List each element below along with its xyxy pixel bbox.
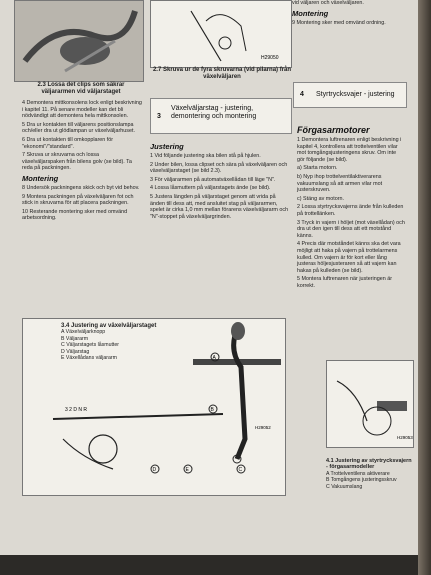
mid-step-4: 4 Lossa låsmuttern på väljarstagets ände (se bild). (150, 185, 271, 192)
heading-justering: Justering (150, 142, 184, 151)
figure-3-4-drawing (23, 319, 285, 495)
mid-step-2: 2 Under bilen, lossa clipset och sära på växelväljaren och växelväljarstaget (se bild 2.3). (150, 161, 288, 175)
mid-step-3: 3 För väljararmen på automatväxellådan till läge "N". (150, 176, 276, 183)
section-4-title: Styrtrycksvajer - justering (316, 91, 395, 98)
figure-2-7-drawing (151, 1, 291, 67)
figure-4-1-code: H29053 (397, 435, 413, 440)
right-b: b) Nyp ihop trottelventilaktiverarens vakuumslang så att armen vilar mot justerskruven. (297, 173, 383, 194)
right-column (297, 124, 405, 291)
right-step-5: 5 Montera luftrenaren när justeringen är korrekt. (297, 276, 392, 289)
callout-c: C (238, 467, 243, 473)
text-right-top: vid väljaren och växelväljaren. (292, 0, 364, 6)
left-step-8: 8 Undersök packningens skick och byt vid behov. (22, 184, 140, 191)
right-step-3: 3 Tryck in vajern i höljet (mot växellådan) och dra ut den igen till dess att ett motstånd känns. (297, 219, 405, 239)
text-step-9-right: 9 Montering sker med omvänd ordning. (292, 19, 386, 26)
section-3-header (150, 98, 292, 134)
section-3-number: 3 (157, 113, 161, 120)
figure-2-7-code: H29050 (261, 55, 279, 61)
left-step-10: 10 Resterande montering sker med omvänd arbetsordning. (22, 208, 128, 222)
gear-positions: 3 2 D N R (65, 407, 87, 413)
section-4-number: 4 (300, 91, 304, 98)
middle-column (150, 140, 290, 222)
legend-b: B Väljararm (61, 335, 89, 342)
left-step-9: 9 Montera packningen på växelväljaren fot och stick in skruvarna för att placera packningen. (22, 193, 134, 207)
left-column (22, 100, 142, 224)
legend-a: A Växelväljarknopp (61, 329, 106, 336)
callout-a: A (212, 355, 216, 361)
figure-2-7 (150, 0, 292, 68)
photo-2-3 (14, 0, 144, 82)
left-step-4: 4 Demontera mittkonsolens lock enligt beskrivning i kapitel 11. På senare modeller kan det bli nödvändigt att demontera hela mittkonsolen. (22, 100, 142, 120)
photo-clip-illustration (15, 1, 143, 81)
figure-4-1-drawing (327, 361, 413, 447)
right-a: a) Starta motorn. (297, 165, 338, 172)
caption-2-3: 2.3 Lossa det clips som säkrar väljararmen vid väljarstaget (37, 82, 125, 95)
right-step-2: 2 Lossa styrtrycksvajerns ände från kulleden på trottellänken. (297, 204, 404, 217)
right-c: c) Stäng av motorn. (297, 195, 345, 202)
figure-3-4-code: H29052 (255, 425, 271, 430)
left-step-6: 6 Dra ut kontakten till omkopplaren för "ekonomi"/"standard". (22, 136, 114, 150)
mid-step-5: 5 Justera längden på väljarstaget genom att vrida på änden till dess att, med ansluitet stag på väljararmen, spelet är cirka 1,0 mm mellan förarens växelväljararm och "N"-stoppet på växelväljargrinden. (150, 193, 289, 220)
mid-step-1: 1 Vid följande justering ska bilen stå på hjulen. (150, 153, 261, 159)
right-step-1: 1 Demontera luftrenaren enligt beskrivning i kapitel 4, kontrollera att trottelventilen vilar mot tomgångsjusteringens skruv. Om inte gör följande (se bild). (297, 137, 402, 163)
caption-2-7: 2.7 Skruva ur de fyra skruvarna (vid pilarna) från växelväljaren (152, 67, 292, 80)
heading-montering-right: Montering (292, 8, 329, 18)
callout-b: B (210, 407, 214, 413)
fig41-a: A Trottelventilens aktiverare (326, 470, 390, 477)
page-edge-shadow (418, 0, 431, 575)
figure-3-4 (22, 318, 286, 496)
left-step-7: 7 Skruva ur skruvarna och lossa växelväljarspaken från bilens golv (se bild). Ta reda på packningen. (22, 152, 132, 172)
figure-3-4-title: 3.4 Justering av växelväljarstaget (61, 323, 157, 329)
legend-c: C Väljarstagets låsmutter (61, 342, 119, 349)
legend-e: E Växellådans väljararm (61, 355, 117, 362)
figure-4-1-title: 4.1 Justering av styrtrycksvajern - förgasarmodeller (326, 458, 412, 471)
heading-forgasarmotorer: Förgasarmotorer (297, 125, 370, 135)
right-column-top (292, 0, 404, 28)
callout-d: D (152, 467, 157, 473)
left-step-5: 5 Dra ur kontakten till väljarens positionslampa och/eller dra ut glödlampan ur växelväljarhuset. (22, 121, 135, 135)
right-step-4: 4 Precis där motståndet känns ska det vara möjligt att haka på vajern på trottelarmens kulled. Om vajern är för kort eller lång justeras höljesjusteraren så att vajern kan hakas på kulleden (se bild). (297, 241, 401, 274)
section-3-title: Växelväljarstag - justering, demontering och montering (171, 105, 257, 120)
section-4-header (293, 82, 407, 108)
figure-4-1-caption (326, 458, 412, 490)
figure-4-1 (326, 360, 414, 448)
fig41-b: B Tomgångens justeringsskruv (326, 477, 397, 484)
fig41-c: C Vakuumslang (326, 483, 363, 490)
callout-e: E (185, 467, 189, 473)
legend-d: D Väljarstag (61, 348, 90, 355)
heading-montering-left: Montering (22, 173, 59, 183)
